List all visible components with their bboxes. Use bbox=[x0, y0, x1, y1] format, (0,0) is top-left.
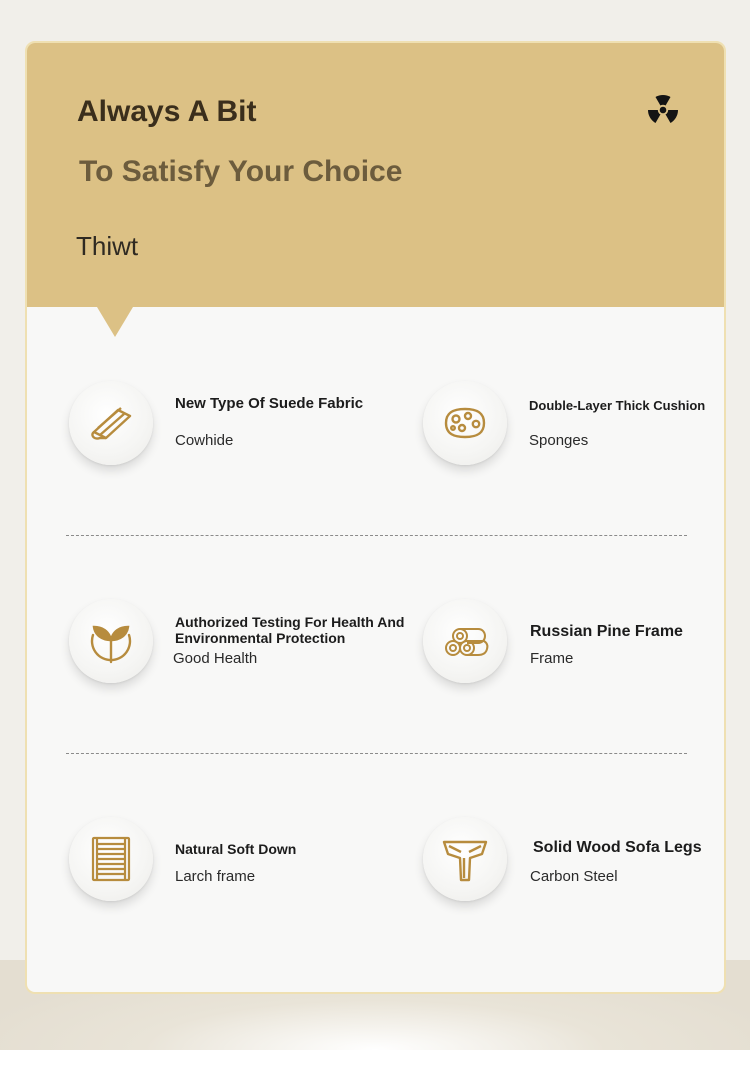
dashed-divider bbox=[66, 753, 687, 754]
page-subtitle: To Satisfy Your Choice bbox=[79, 155, 403, 188]
brand-name: Thiwt bbox=[76, 231, 139, 261]
log-pile-icon bbox=[423, 599, 507, 683]
dashed-divider bbox=[66, 535, 687, 536]
page-title: Always A Bit bbox=[77, 95, 257, 128]
feature-subtitle: Cowhide bbox=[175, 432, 234, 449]
card-header bbox=[27, 43, 724, 307]
header-pointer bbox=[97, 307, 133, 337]
feature-item-cushion bbox=[423, 381, 726, 471]
slat-frame-icon bbox=[69, 817, 153, 901]
feature-title: Solid Wood Sofa Legs bbox=[533, 839, 702, 856]
fabric-roll-icon bbox=[69, 381, 153, 465]
feature-item-down bbox=[69, 817, 399, 907]
feature-title: Authorized Testing For Health And Environmental Protection bbox=[175, 614, 405, 647]
radiation-hazard-icon bbox=[641, 88, 685, 132]
feature-item-legs bbox=[423, 817, 726, 907]
sofa-leg-icon bbox=[423, 817, 507, 901]
feature-title: Russian Pine Frame bbox=[530, 623, 683, 640]
sprout-icon bbox=[69, 599, 153, 683]
feature-subtitle: Frame bbox=[530, 650, 574, 667]
feature-title: Double-Layer Thick Cushion bbox=[529, 398, 706, 413]
feature-title: New Type Of Suede Fabric bbox=[175, 395, 364, 412]
feature-subtitle: Larch frame bbox=[175, 868, 256, 885]
background-bottom-strip bbox=[0, 1050, 750, 1072]
feature-subtitle: Sponges bbox=[529, 432, 589, 449]
sponge-icon bbox=[423, 381, 507, 465]
feature-subtitle: Good Health bbox=[173, 650, 258, 667]
feature-title: Natural Soft Down bbox=[175, 841, 297, 857]
feature-card bbox=[25, 41, 726, 994]
feature-item-health bbox=[69, 599, 405, 689]
feature-item-suede bbox=[69, 381, 399, 471]
feature-item-pine bbox=[423, 599, 726, 689]
feature-subtitle: Carbon Steel bbox=[530, 868, 618, 885]
